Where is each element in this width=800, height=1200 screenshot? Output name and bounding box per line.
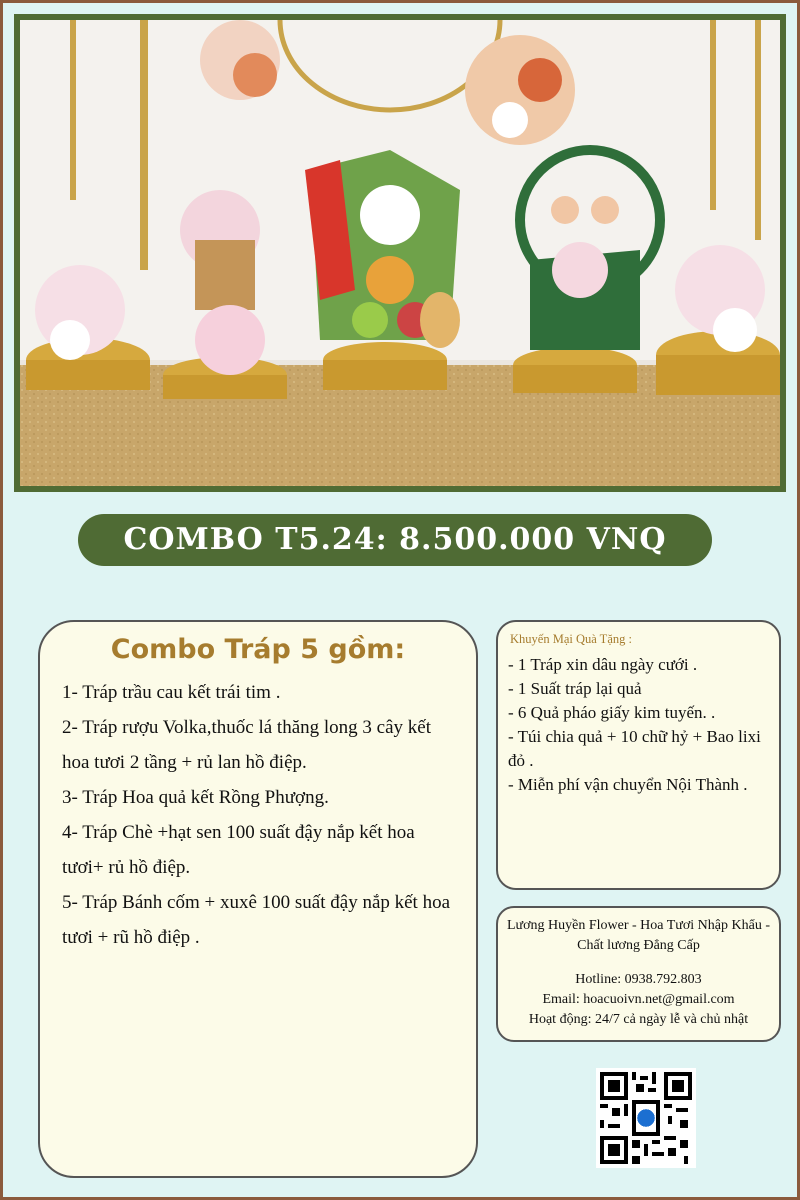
shop-name: Lương Huyền Flower - Hoa Tươi Nhập Khẩu - Chất lương Đẳng Cấp [506,918,770,953]
hotline[interactable]: Hotline: 0938.792.803 [575,972,702,987]
combo-contents-panel [38,620,478,1178]
email[interactable]: Email: hoacuoivn.net@gmail.com [542,992,735,1007]
promo-item: - 6 Quả pháo giấy kim tuyến. . [508,703,716,722]
combo-item: 3- Tráp Hoa quả kết Rồng Phượng. [62,787,329,808]
combo-title: Combo Tráp 5 gồm: [110,634,406,665]
promo-title: Khuyến Mại Quà Tặng : [510,632,632,646]
product-photo [14,14,786,492]
combo-price-banner: COMBO T5.24: 8.500.000 VNQ [78,514,712,566]
opening-hours: Hoạt động: 24/7 cả ngày lễ và chủ nhật [528,1012,749,1027]
promo-item: - 1 Suất tráp lại quả [508,679,642,698]
combo-item: 1- Tráp trầu cau kết trái tim . [62,682,281,703]
combo-item: 5- Tráp Bánh cốm + xuxê 100 suất đậy nắp kết hoa tươi + rũ hồ điệp . [62,892,451,948]
combo-item: 2- Tráp rượu Volka,thuốc lá thăng long 3 cây kết hoa tươi 2 tầng + rủ lan hồ điệp. [62,717,431,773]
promo-panel [496,620,781,890]
combo-item: 4- Tráp Chè +hạt sen 100 suất đậy nắp kết hoa tươi+ rủ hồ điệp. [62,822,415,878]
promo-item: - 1 Tráp xin dâu ngày cưới . [508,655,698,674]
qr-code-icon[interactable] [596,1068,696,1168]
contact-panel [496,906,781,1042]
promo-item: - Miễn phí vận chuyển Nội Thành . [508,775,748,794]
promo-item: - Túi chia quả + 10 chữ hỷ + Bao lixi đỏ . [508,727,761,770]
